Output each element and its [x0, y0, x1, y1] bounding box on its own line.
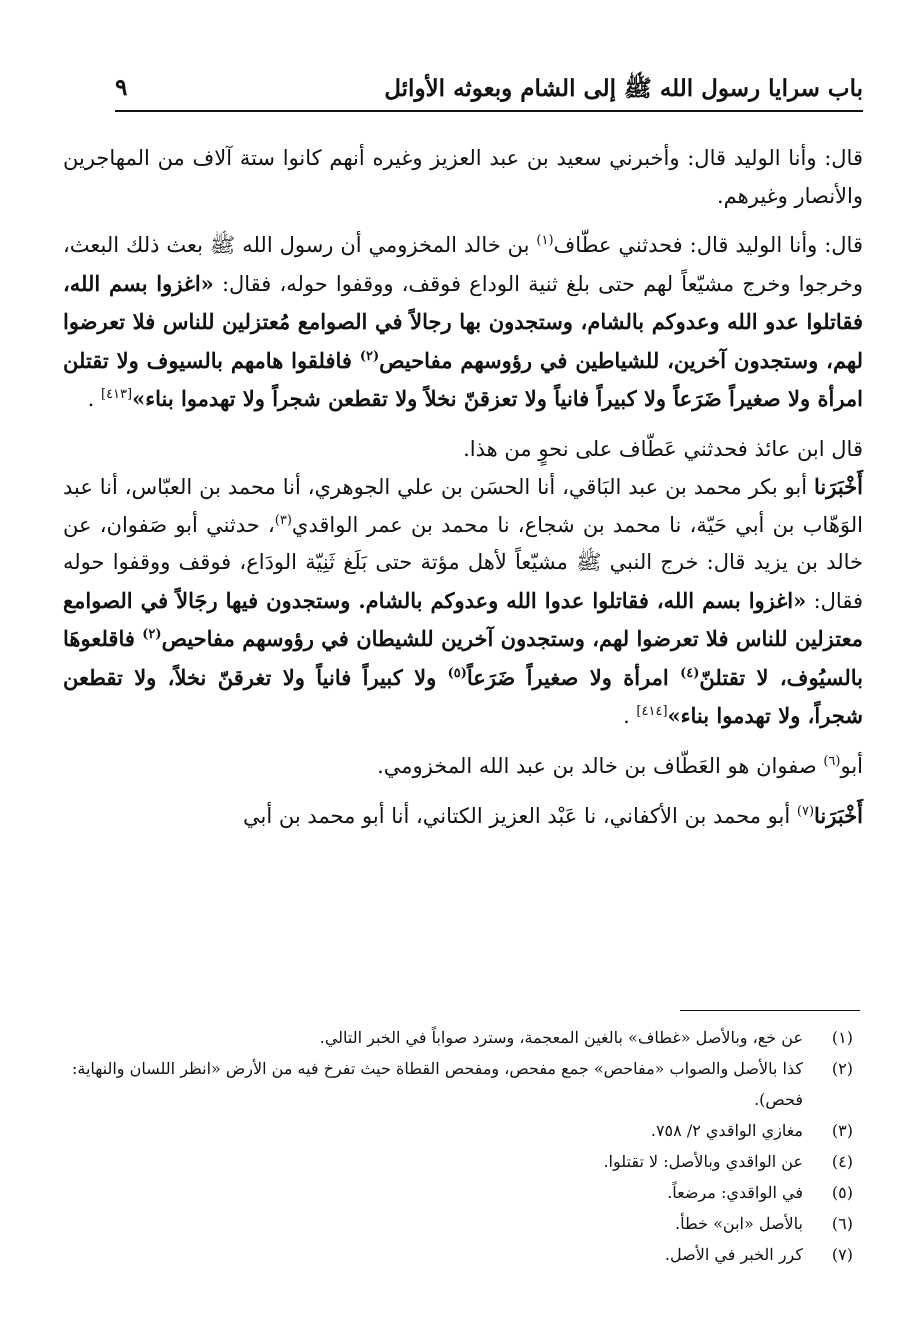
footnote-4: [63, 1146, 863, 1177]
paragraph-1: [63, 140, 863, 215]
paragraph-text: بن خالد المخزومي أن رسول الله ﷺ بعث ذلك البعث، وخرجوا وخرج مشيّعاً لهم حتى بلغ ثنية الوداع فوقف، ووقفوا حوله، فقال:: [63, 233, 863, 296]
paragraph-text: ، حدثني أبو صَفوان، عن خالد بن يزيد قال: خرج النبي ﷺ مشيّعاً لأهل مؤتة حتى بَلَغ ثَنِيّة الودَاع، فوقف ووقفوا حوله فقال:: [63, 512, 863, 613]
paragraph-text: أبو بكر محمد بن عبد البَاقي، أنا الحسَن بن علي الجوهري، أنا محمد بن العبّاس، أنا عبد الوَهّاب بن أبي حَيّة، نا محمد بن شجاع، نا محمد بن عمر الواقدي: [63, 475, 863, 537]
isnad-lead: أَخْبَرَنا: [814, 803, 863, 828]
hadith-quote: امرأة ولا صغيراً ضَرَعاً: [466, 664, 681, 690]
paragraph-4: [63, 468, 863, 736]
hadith-quote: «اغزوا بسم الله، فقاتلوا عدوا الله وعدوكم بالشام. وستجدون فيها رجَالاً في الصوامع معتزلين للناس فلا تعرضوا لهم، وستجدون آخرين للشيطان في رؤوسهم مفاحيص: [63, 587, 863, 651]
isnad-lead: أَخْبَرَنا: [814, 474, 863, 499]
footnote-ref[interactable]: (٧): [796, 804, 815, 819]
paragraph-text: .: [87, 387, 101, 411]
paragraph-text: .: [623, 704, 637, 728]
paragraph-5: [63, 748, 863, 786]
footnote-2: [63, 1053, 863, 1115]
hadith-quote: ولا كبيراً فانياً ولا تغرقنّ نخلاً، ولا تقطعن شجراً، ولا تهدموا بناء»: [63, 664, 863, 728]
footnote-number: (٥): [831, 1183, 853, 1202]
footnote-number: (٢): [831, 1059, 853, 1078]
paragraph-text: قال: وأنا الوليد قال: وأخبرني سعيد بن عبد العزيز وغيره أنهم كانوا ستة آلاف من المهاجرين والأنصار وغيرهم.: [63, 146, 863, 208]
paragraph-text: أبو: [840, 753, 863, 778]
footnote-ref[interactable]: (٢): [142, 627, 162, 642]
footnote-number: (٤): [831, 1152, 853, 1171]
footnote-divider: [680, 1010, 860, 1011]
footnote-text: عن خع، وبالأصل «غطاف» بالغين المعجمة، وسترد صواباً في الخبر التالي.: [319, 1028, 803, 1047]
footnotes: [63, 1022, 863, 1270]
footnote-ref[interactable]: (٣): [274, 512, 292, 528]
paragraph-text: صفوان هو العَطّاف بن خالد بن عبد الله المخزومي.: [377, 753, 824, 778]
footnote-text: في الواقدي: مرضعاً.: [667, 1183, 803, 1202]
footnote-ref[interactable]: (٦): [823, 753, 841, 769]
hadith-number: [٤١٣]: [100, 387, 133, 402]
footnote-5: [63, 1177, 863, 1208]
paragraph-2: [63, 227, 863, 419]
footnote-number: (٧): [831, 1245, 853, 1264]
footnote-text: عن الواقدي وبالأصل: لا تقتلوا.: [603, 1152, 803, 1171]
footnote-3: [63, 1115, 863, 1146]
footnote-ref[interactable]: (١): [536, 233, 554, 248]
footnote-7: [63, 1239, 863, 1270]
main-text: [63, 140, 863, 836]
footnote-text: بالأصل «ابن» خطأ.: [675, 1214, 803, 1233]
footnote-1: [63, 1022, 863, 1053]
footnote-number: (١): [831, 1028, 853, 1047]
chapter-title: باب سرايا رسول الله ﷺ إلى الشام وبعوثه الأوائل: [384, 75, 863, 102]
hadith-quote: «اغزوا بسم الله، فقاتلوا عدو الله وعدوكم بالشام، وستجدون بها رجالاً في الصوامع مُعتزلين للناس فلا تعرضوا لهم، وستجدون آخرين، للشياطين في رؤوسهم مفاحيص: [63, 270, 863, 373]
hadith-quote: فاقلعوهَا بالسيُوف، لا تقتلنّ: [63, 626, 864, 690]
footnote-text: كرر الخبر في الأصل.: [664, 1245, 803, 1264]
footnote-ref[interactable]: (٥): [447, 665, 467, 681]
paragraph-6: [63, 797, 863, 836]
running-header: [115, 70, 863, 112]
footnote-ref[interactable]: (٤): [680, 665, 700, 681]
footnote-number: (٦): [831, 1214, 853, 1233]
paragraph-text: قال: وأنا الوليد قال: فحدثني عطّاف: [553, 233, 863, 257]
paragraph-text: قال ابن عائذ فحدثني عَطّاف على نحوٍ من هذا.: [463, 436, 863, 461]
paragraph-3: [63, 431, 863, 469]
hadith-number: [٤١٤]: [636, 704, 668, 719]
page-number: ٩: [115, 74, 128, 101]
footnote-number: (٣): [831, 1121, 853, 1140]
footnote-text: مغازي الواقدي ٢/ ٧٥٨.: [650, 1121, 803, 1140]
footnote-6: [63, 1208, 863, 1239]
footnote-text: كذا بالأصل والصواب «مفاحص» جمع مفحص، ومفحص القطاة حيث تفرخ فيه من الأرض «انظر اللسان والنهاية: فحص).: [71, 1059, 803, 1109]
paragraph-text: أبو محمد بن الأكفاني، نا عَبْد العزيز الكتاني، أنا أبو محمد بن أبي: [243, 804, 797, 828]
footnote-ref[interactable]: (٢): [359, 348, 380, 364]
hadith-quote: فافلقوا هامهم بالسيوف ولا تقتلن امرأة ولا صغيراً ضَرَعاً ولا كبيراً فانياً ولا تعزقنّ نخلاً ولا تقطعن شجراً ولا تهدموا بناء»: [63, 347, 863, 411]
